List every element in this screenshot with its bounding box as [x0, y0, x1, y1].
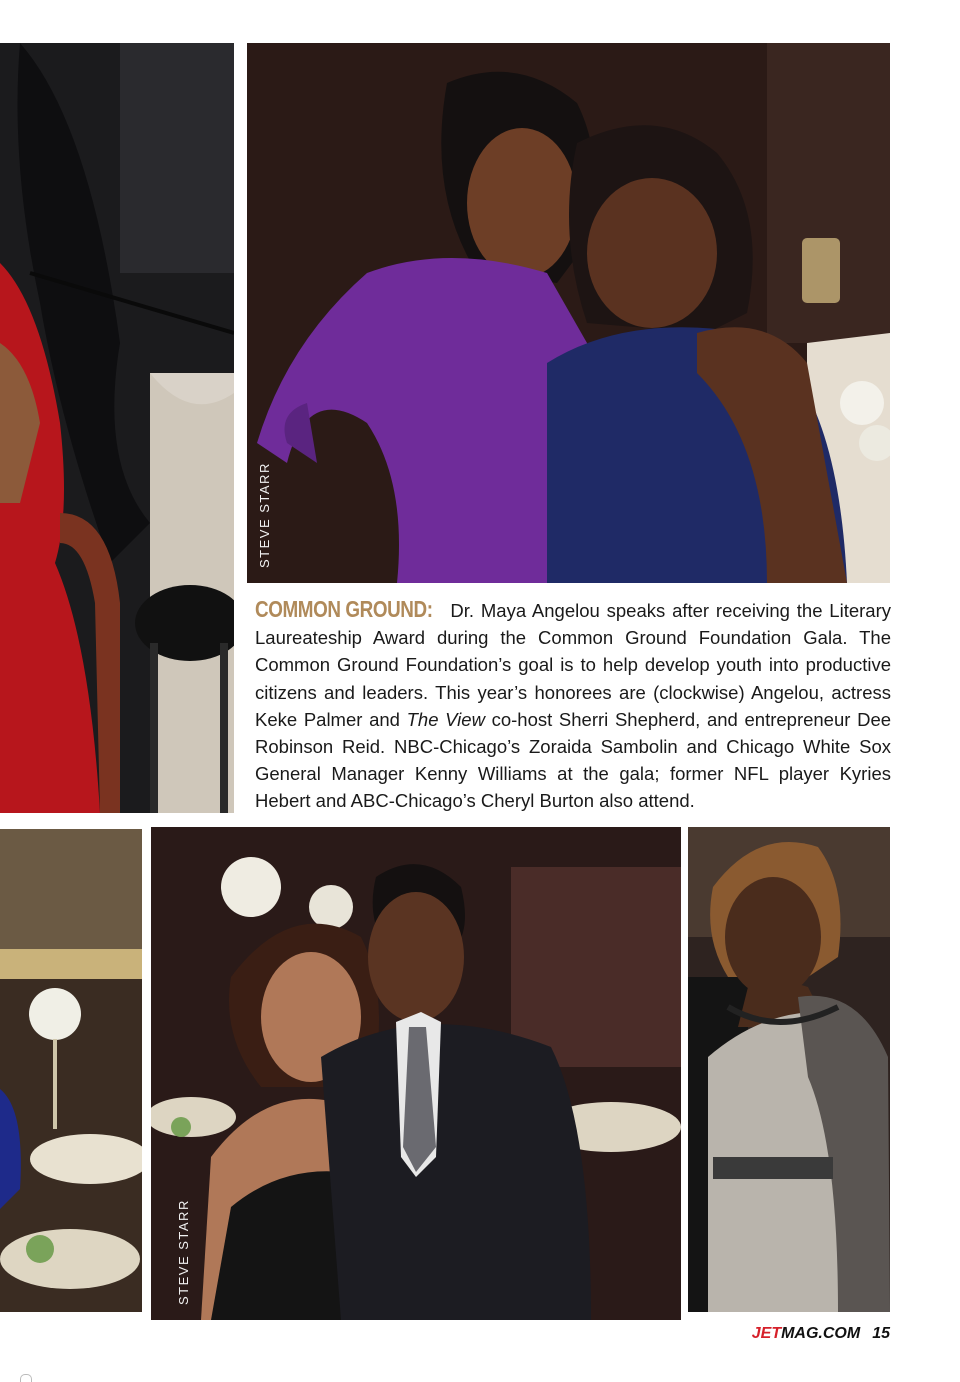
caption-head: COMMON GROUND:: [255, 596, 433, 622]
page-footer: [752, 1325, 890, 1343]
page-number: 15: [872, 1325, 890, 1342]
photo-palmer-shepherd: [247, 43, 890, 583]
site-name-jet: JET: [751, 1325, 782, 1342]
site-name-rest: MAG.COM: [781, 1325, 861, 1342]
photo-sambolin-williams: [151, 827, 681, 1320]
caption-show-title: The View: [406, 708, 485, 730]
photo-gala-room: [0, 829, 142, 1312]
caption-text-2: co-host Sherri Shepherd, and entrepreneur Dee Robinson Reid. NBC-Chicago’s Zoraida Sambolin and Chicago White Sox General Manager Kenny Williams at the gala; former NFL player Kyries Hebert and ABC-Chicago’s Cheryl Burton also attend.: [255, 708, 892, 812]
photo-cheryl-burton: [688, 827, 890, 1312]
photo-credit-top: STEVE STARR: [257, 462, 272, 568]
photo-angelou-podium: [0, 43, 234, 813]
photo-caption: [255, 596, 891, 815]
caption-text-1: Dr. Maya Angelou speaks after receiving the Literary Laureateship Award during the Common Ground Foundation Gala. The Common Ground Foundation’s goal is to help develop youth into productive citizens and leaders. This year’s honorees are (clockwise) Angelou, actress Keke Palmer and: [255, 600, 891, 730]
photo-credit-bottom: STEVE STARR: [176, 1199, 191, 1305]
